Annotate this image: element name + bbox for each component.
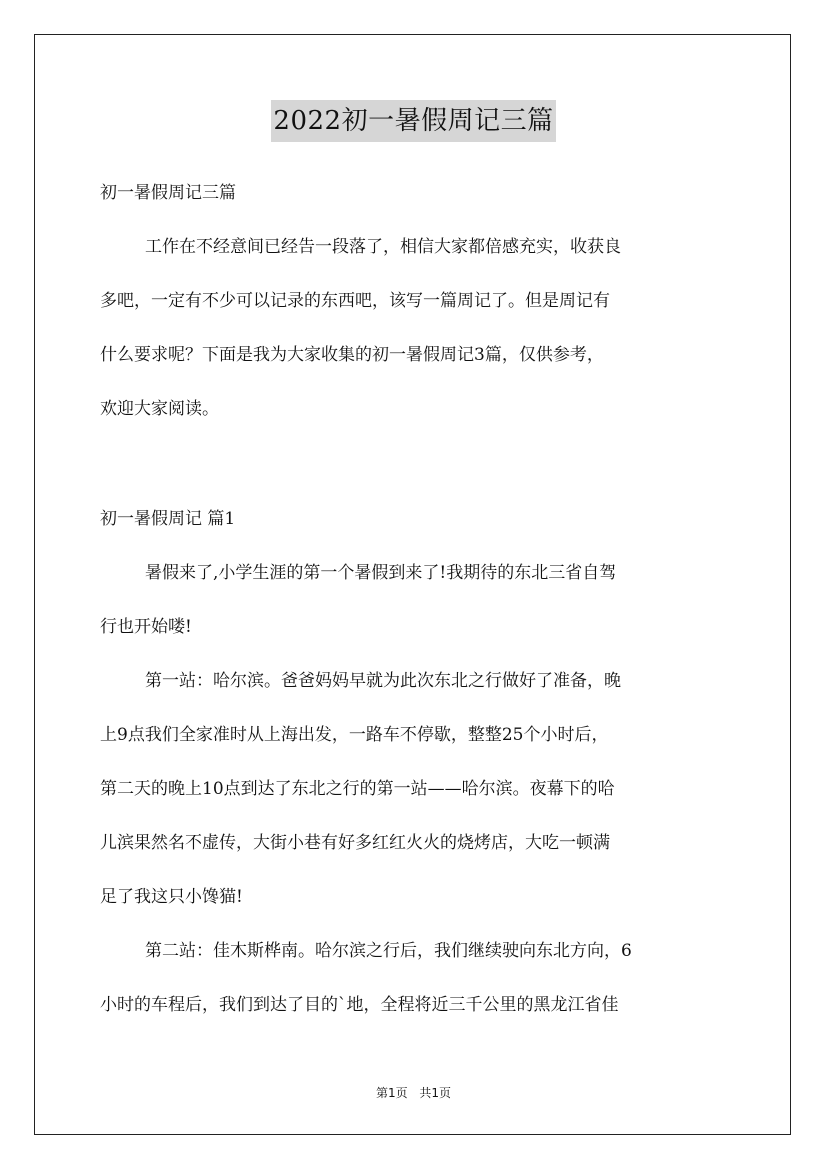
- body-line: 小时的车程后，我们到达了目的`地，全程将近三千公里的黑龙江省佳: [100, 995, 619, 1015]
- body-line: 第一站：哈尔滨。爸爸妈妈早就为此次东北之行做好了准备，晚: [145, 671, 621, 691]
- section-heading: 初一暑假周记 篇1: [100, 509, 236, 529]
- intro-line: 欢迎大家阅读。: [100, 399, 219, 419]
- body-line: 足了我这只小馋猫!: [100, 887, 243, 907]
- body-line: 第二天的晚上10点到达了东北之行的第一站——哈尔滨。夜幕下的哈: [100, 779, 615, 799]
- body-line: 暑假来了,小学生涯的第一个暑假到来了!我期待的东北三省自驾: [145, 563, 617, 583]
- title-container: [0, 100, 827, 142]
- intro-line: 工作在不经意间已经告一段落了，相信大家都倍感充实，收获良: [145, 237, 621, 257]
- document-title: 2022初一暑假周记三篇: [271, 100, 555, 142]
- body-line: 行也开始喽!: [100, 617, 192, 637]
- body-line: 上9点我们全家准时从上海出发，一路车不停歇，整整25个小时后，: [100, 725, 609, 745]
- body-line: 儿滨果然名不虚传，大街小巷有好多红红火火的烧烤店，大吃一顿满: [100, 833, 610, 853]
- intro-line: 什么要求呢？下面是我为大家收集的初一暑假周记3篇，仅供参考，: [100, 345, 604, 365]
- page-total: 共1页: [419, 1086, 452, 1100]
- document-subtitle: 初一暑假周记三篇: [100, 183, 236, 203]
- page-number: 第1页: [375, 1086, 408, 1100]
- page-footer: [0, 1084, 827, 1101]
- body-line: 第二站：佳木斯桦南。哈尔滨之行后，我们继续驶向东北方向，6: [145, 941, 632, 961]
- intro-line: 多吧，一定有不少可以记录的东西吧，该写一篇周记了。但是周记有: [100, 291, 610, 311]
